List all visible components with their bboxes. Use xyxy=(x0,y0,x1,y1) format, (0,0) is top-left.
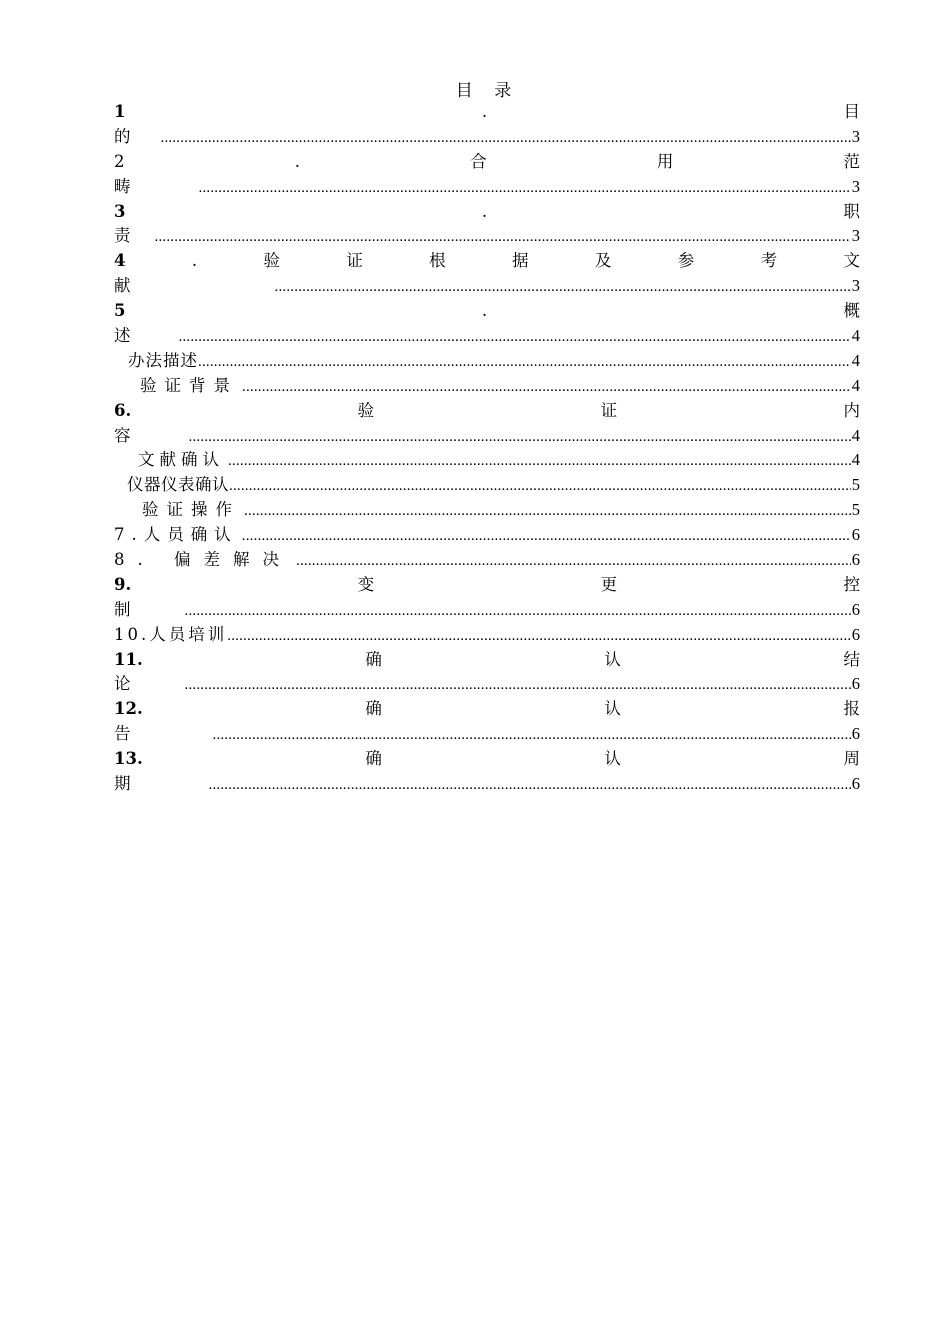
toc-entry-2-head[interactable] xyxy=(114,150,860,175)
toc-page-number: 6 xyxy=(851,624,860,644)
toc-entry-10[interactable] xyxy=(114,623,860,648)
toc-word: 制 xyxy=(114,599,131,619)
toc-text: 文献确认 xyxy=(138,450,224,470)
toc-page-number: 4 xyxy=(851,450,860,470)
dot-leader xyxy=(161,126,851,151)
toc-word: 参 xyxy=(677,251,695,271)
toc-word: 据 xyxy=(512,251,529,271)
toc-word: 责 xyxy=(114,226,131,246)
toc-word: 期 xyxy=(114,774,131,794)
toc-page-number: 6 xyxy=(851,599,860,619)
toc-entry-4-head[interactable] xyxy=(114,249,860,274)
toc-entry-5-head[interactable] xyxy=(114,299,860,324)
toc-word: 更 xyxy=(600,574,618,594)
dot-leader xyxy=(185,673,851,698)
toc-word: 考 xyxy=(760,251,778,271)
toc-number: 3 xyxy=(114,201,126,221)
toc-page-number: 5 xyxy=(851,500,860,520)
toc-page-number: 6 xyxy=(851,674,860,694)
dot-leader xyxy=(209,773,851,798)
toc-word: 文 xyxy=(843,251,860,271)
toc-word: 认 xyxy=(604,649,621,669)
toc-number: 4 xyxy=(114,251,126,271)
toc-text: 办法描述 xyxy=(128,350,198,370)
toc-entry-13-tail[interactable] xyxy=(114,772,860,797)
toc-separator: . xyxy=(294,151,300,171)
toc-word: 证 xyxy=(346,251,363,271)
toc-entry-11-head[interactable] xyxy=(114,648,860,673)
table-of-contents xyxy=(114,100,860,797)
toc-word: 结 xyxy=(843,649,860,669)
dot-leader xyxy=(199,176,851,201)
toc-separator: . xyxy=(481,301,488,321)
dot-leader xyxy=(227,624,851,649)
toc-entry-6-head[interactable] xyxy=(114,399,860,424)
toc-word: 合 xyxy=(470,151,487,171)
toc-text: 验证背景 xyxy=(140,375,238,395)
toc-number: 6. xyxy=(114,400,132,420)
toc-word: 用 xyxy=(656,151,674,171)
toc-page-number: 6 xyxy=(851,525,860,545)
dot-leader xyxy=(198,350,851,375)
toc-page-number: 3 xyxy=(851,176,860,196)
toc-separator: . xyxy=(481,102,488,121)
toc-word: 证 xyxy=(600,400,618,420)
toc-word: 验 xyxy=(357,400,375,420)
toc-separator: . xyxy=(191,251,198,271)
toc-text: 仪器仪表确认 xyxy=(127,475,229,495)
toc-entry-method-description[interactable] xyxy=(114,349,860,374)
toc-page-number: 4 xyxy=(851,375,860,395)
toc-entry-5-tail[interactable] xyxy=(114,324,860,349)
toc-word: 述 xyxy=(114,326,131,346)
toc-page-number: 6 xyxy=(851,774,860,794)
toc-page-number: 4 xyxy=(851,350,860,370)
toc-text: 10.人员培训 xyxy=(114,624,228,644)
dot-leader xyxy=(296,549,851,574)
toc-number: 5 xyxy=(114,301,126,321)
toc-number: 13. xyxy=(114,749,143,769)
toc-entry-13-head[interactable] xyxy=(114,747,860,772)
toc-entry-4-tail[interactable] xyxy=(114,274,860,299)
toc-word: 目 xyxy=(843,102,860,121)
toc-word: 告 xyxy=(114,724,131,744)
toc-separator: . xyxy=(481,201,488,221)
dot-leader xyxy=(155,225,851,250)
toc-word: 确 xyxy=(365,749,382,769)
toc-number: 2 xyxy=(114,151,125,171)
toc-entry-9-head[interactable] xyxy=(114,573,860,598)
toc-text: 7.人员确认 xyxy=(114,525,238,545)
dot-leader xyxy=(189,425,851,450)
dot-leader xyxy=(229,474,851,499)
toc-page-number: 6 xyxy=(851,550,860,570)
toc-word: 控 xyxy=(843,574,860,594)
toc-number: 1 xyxy=(114,102,126,121)
dot-leader xyxy=(179,325,851,350)
toc-word: 确 xyxy=(365,649,382,669)
toc-entry-12-tail[interactable] xyxy=(114,722,860,747)
toc-entry-7[interactable] xyxy=(114,523,860,548)
toc-number: 9. xyxy=(114,574,132,594)
toc-entry-3-tail[interactable] xyxy=(114,224,860,249)
toc-text: 8. 偏差解决 xyxy=(114,550,292,570)
dot-leader xyxy=(242,375,851,400)
toc-page-number: 3 xyxy=(851,126,860,146)
toc-word: 献 xyxy=(114,276,131,296)
dot-leader xyxy=(185,599,851,624)
dot-leader xyxy=(244,499,851,524)
toc-word: 的 xyxy=(114,126,131,146)
toc-title: 目 录 xyxy=(455,81,520,101)
toc-entry-2-tail[interactable] xyxy=(114,175,860,200)
toc-entry-instrument-confirmation[interactable] xyxy=(114,473,860,498)
toc-entry-validation-background[interactable] xyxy=(114,374,860,399)
toc-entry-document-confirmation[interactable] xyxy=(114,448,860,473)
toc-text: 验证操作 xyxy=(142,500,240,520)
toc-word: 畴 xyxy=(114,176,131,196)
toc-word: 容 xyxy=(114,425,131,445)
toc-word: 周 xyxy=(843,749,860,769)
toc-word: 论 xyxy=(114,674,131,694)
toc-entry-8[interactable] xyxy=(114,548,860,573)
toc-word: 范 xyxy=(843,151,860,171)
toc-page-number: 3 xyxy=(851,276,860,296)
toc-word: 职 xyxy=(843,201,860,221)
toc-word: 根 xyxy=(429,251,446,271)
toc-word: 概 xyxy=(843,301,860,321)
toc-entry-1-tail[interactable] xyxy=(114,125,860,150)
toc-number: 12. xyxy=(114,699,143,719)
toc-word: 认 xyxy=(604,699,621,719)
toc-number: 11. xyxy=(114,649,143,669)
toc-entry-1-head[interactable] xyxy=(114,100,860,125)
toc-entry-12-head[interactable] xyxy=(114,697,860,722)
dot-leader xyxy=(228,449,851,474)
toc-word: 验 xyxy=(263,251,280,271)
toc-entry-validation-operation[interactable] xyxy=(114,498,860,523)
toc-page-number: 4 xyxy=(851,425,860,445)
toc-word: 变 xyxy=(357,574,375,594)
toc-word: 报 xyxy=(843,699,860,719)
toc-page-number: 6 xyxy=(851,724,860,744)
toc-word: 认 xyxy=(604,749,621,769)
toc-entry-11-tail[interactable] xyxy=(114,672,860,697)
dot-leader xyxy=(213,723,851,748)
toc-page-number: 5 xyxy=(851,475,860,495)
toc-word: 确 xyxy=(365,699,382,719)
dot-leader xyxy=(242,524,851,549)
toc-word: 及 xyxy=(594,251,612,271)
dot-leader xyxy=(275,275,851,300)
toc-word: 内 xyxy=(843,400,860,420)
toc-entry-6-tail[interactable] xyxy=(114,424,860,449)
toc-entry-3-head[interactable] xyxy=(114,200,860,225)
toc-page-number: 3 xyxy=(851,226,860,246)
toc-entry-9-tail[interactable] xyxy=(114,598,860,623)
toc-page-number: 4 xyxy=(851,326,860,346)
